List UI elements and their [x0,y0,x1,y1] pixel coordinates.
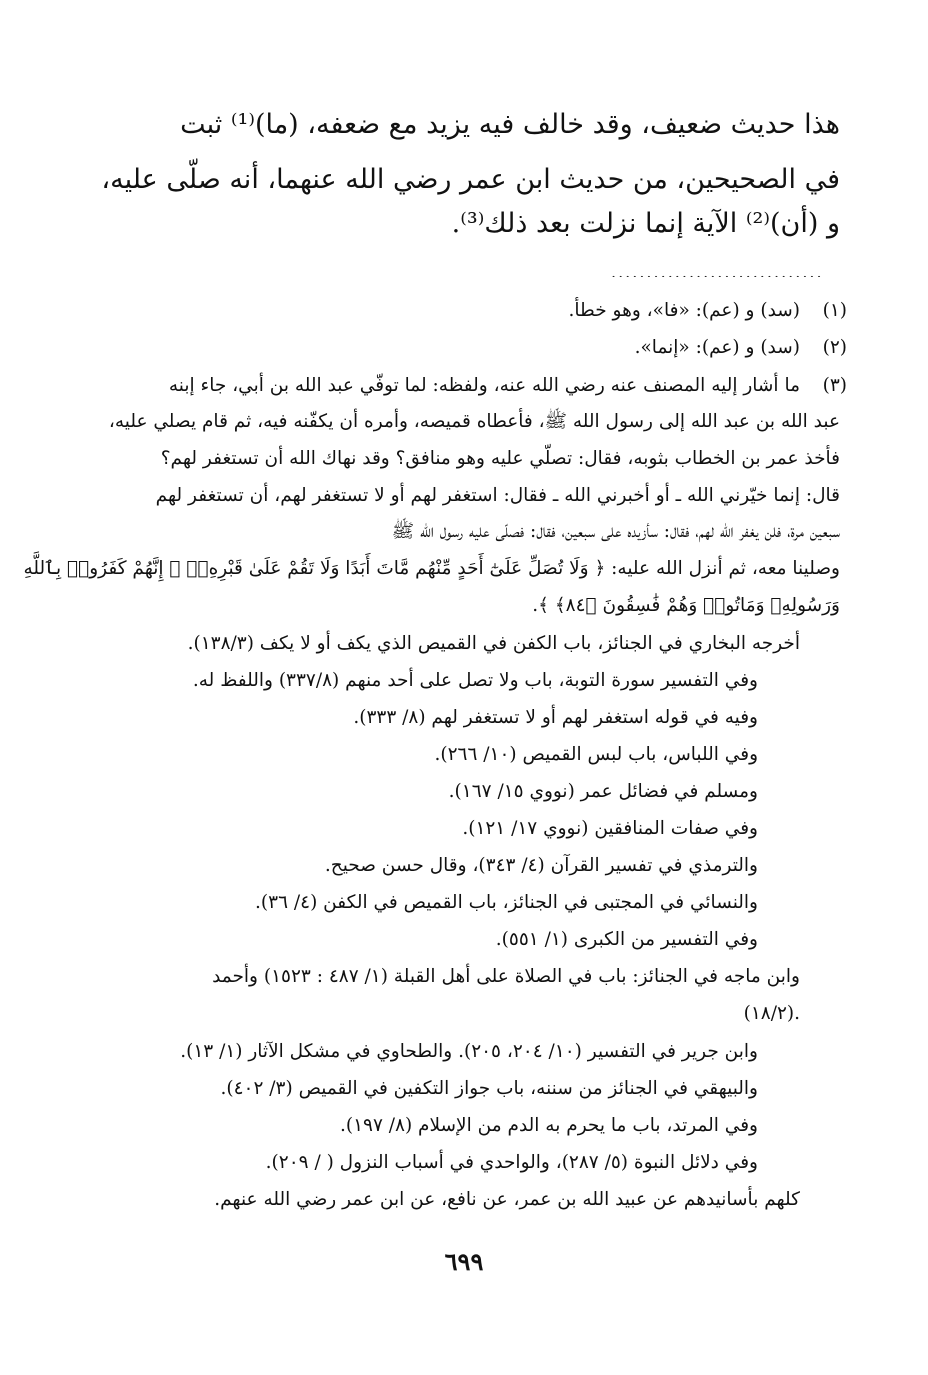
footnote-text: قال: إنما خيّرني الله ـ أو أخبرني الله ـ فقال: استغفر لهم أو لا تستغفر لهم، أن تستغفر لهم [155,485,840,506]
footnote-text: ما أشار إليه المصنف عنه رضي الله عنه، ولفظه: لما توفّي عبد الله بن أبي، جاء إبنه [168,375,800,396]
quran-verse: وَرَسُولِهِۦ وَمَاتُوا۟ وَهُمْ فَٰسِقُونَ ﴿٨٤﴾ ﴾. [532,595,840,616]
reference-line: أخرجه البخاري في الجنائز، باب الكفن في القميص الذي يكف أو لا يكف (١٣٨/٣). [187,633,800,654]
footnote-text: (سد) و (عم): «إنما». [634,337,800,358]
footnote-text: سبعين مرة، فلن يغفر الله لهم، فقال: سأزيده على سبعين، فقال: فصلّى عليه رسول الله ﷺ [391,521,840,542]
main-text-line: هذا حديث ضعيف، وقد خالف فيه يزيد مع ضعفه، (ما)⁽¹⁾ ثبت [180,109,840,140]
reference-line: والترمذي في تفسير القرآن (٤/ ٣٤٣)، وقال حسن صحيح. [324,855,758,876]
footnote-separator: .............................. [611,263,824,277]
reference-line: كلهم بأسانيدهم عن عبيد الله بن عمر، عن نافع، عن ابن عمر رضي الله عنهم. [214,1189,800,1210]
reference-line: وفي المرتد، باب ما يحرم به الدم من الإسلام (٨/ ١٩٧). [339,1115,758,1136]
main-text-line: في الصحيحين، من حديث ابن عمر رضي الله عنهما، أنه صلّى عليه، [101,164,840,195]
reference-line: والبيهقي في الجنائز من سننه، باب جواز التكفين في القميص (٣/ ٤٠٢). [220,1078,758,1099]
page-number: ٦٩٩ [444,1247,484,1276]
reference-line: وفيه في قوله استغفر لهم أو لا تستغفر لهم (٨/ ٣٣٣). [353,707,758,728]
reference-line: ومسلم في فضائل عمر (نووي ١٥/ ١٦٧). [448,781,758,802]
footnote-number: (٣) [822,375,847,396]
footnote-number: (١) [822,300,847,321]
footnote-number: (٢) [822,337,847,358]
reference-line: وابن جرير في التفسير (١٠/ ٢٠٤، ٢٠٥). والطحاوي في مشكل الآثار (١/ ١٣). [180,1041,758,1062]
reference-line: وفي اللباس، باب لبس القميص (١٠/ ٢٦٦). [434,744,758,765]
main-text-line: و (أن)⁽²⁾ الآية إنما نزلت بعد ذلك⁽³⁾. [451,208,840,239]
quran-verse: وصلينا معه، ثم أنزل الله عليه: ﴿ وَلَا تُصَلِّ عَلَىٰٓ أَحَدٍ مِّنْهُم مَّاتَ أَبَدًا وَلَا تَقُمْ عَلَىٰ قَبْرِهِۦٓ ۖ إِنَّهُمْ كَفَرُوا۟ بِٱللَّهِ [23,558,840,579]
footnote-text: عبد الله بن عبد الله إلى رسول الله ﷺ، فأعطاه قميصه، وأمره أن يكفّنه فيه، ثم قام يصلي عليه، [108,411,840,432]
reference-line: (١٨/٢). [743,1003,800,1024]
reference-line: وفي التفسير سورة التوبة، باب ولا تصل على أحد منهم (٣٣٧/٨) واللفظ له. [192,670,758,691]
reference-line: وفي دلائل النبوة (٥/ ٢٨٧)، والواحدي في أسباب النزول ( / ٢٠٩). [265,1152,758,1173]
footnote-text: فأخذ عمر بن الخطاب بثوبه، فقال: تصلّي عليه وهو منافق؟ وقد نهاك الله أن تستغفر لهم؟ [160,448,840,469]
reference-line: والنسائي في المجتبى في الجنائز، باب القميص في الكفن (٤/ ٣٦). [255,892,758,913]
footnote-text: (سد) و (عم): «فا»، وهو خطأ. [568,300,800,321]
reference-line: وفي صفات المنافقين (نووي ١٧/ ١٢١). [462,818,758,839]
reference-line: وابن ماجه في الجنائز: باب في الصلاة على أهل القبلة (١/ ٤٨٧ : ١٥٢٣) وأحمد [212,966,800,987]
reference-line: وفي التفسير من الكبرى (١/ ٥٥١). [495,929,758,950]
